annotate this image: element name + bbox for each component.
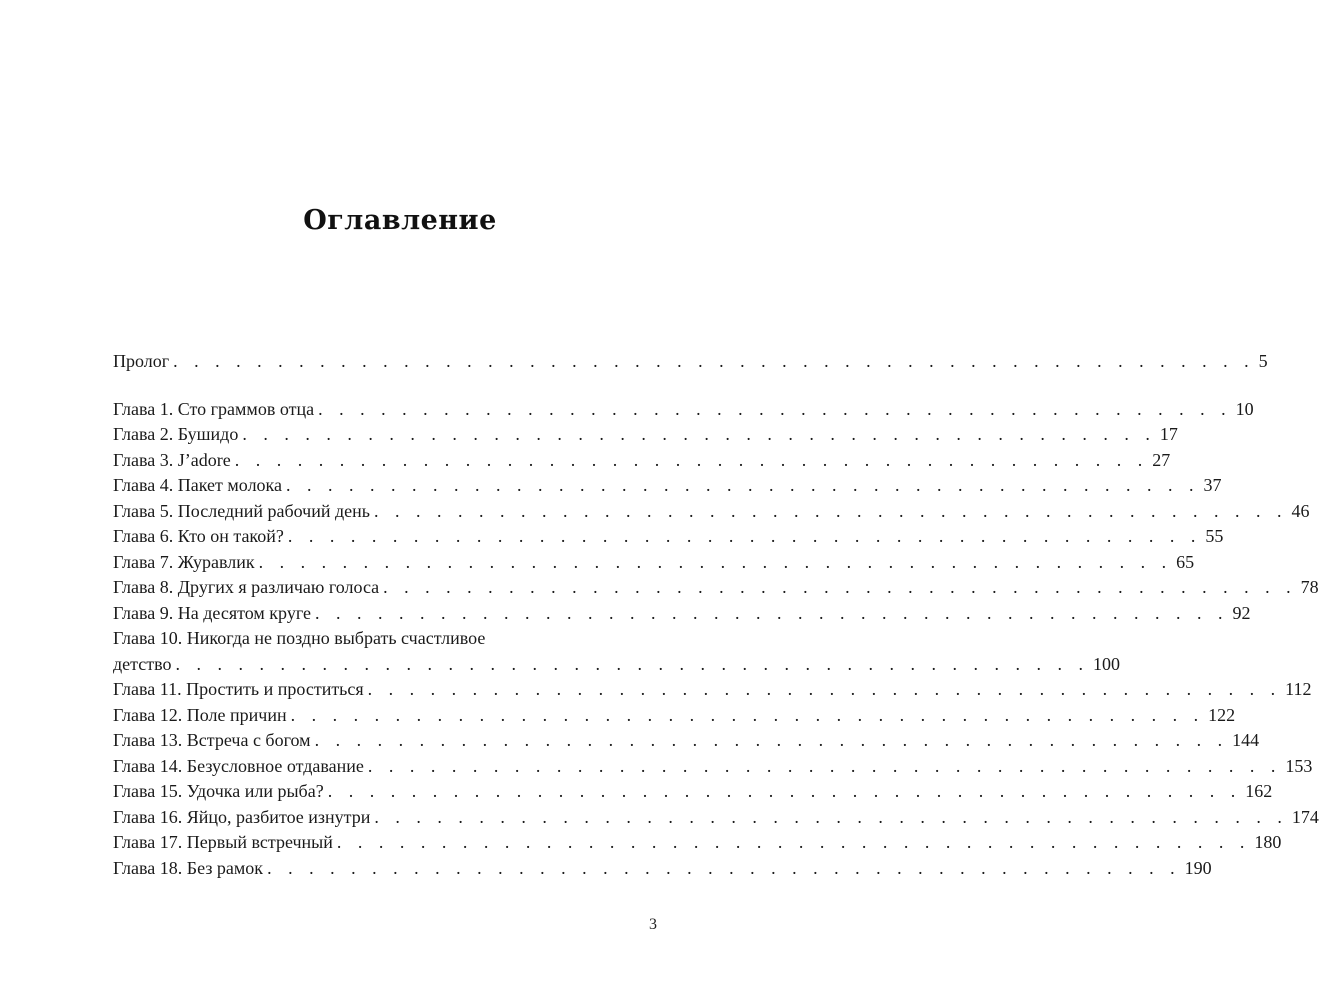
toc-leader-dots: . . . . . . . . . . . . . . . . . . . . . . . . . . . . . . . . . . . . . . . . . . . . [367, 679, 1282, 699]
toc-leader-dots: . . . . . . . . . . . . . . . . . . . . . . . . . . . . . . . . . . . . . . . . . . . . [242, 424, 1156, 444]
toc-entry-label: Глава 16. Яйцо, разбитое изнутри [113, 806, 371, 827]
toc-entry [113, 652, 1120, 678]
toc-entry [113, 499, 1310, 525]
toc-entry-page: 5 [1258, 351, 1268, 371]
toc-leader-dots: . . . . . . . . . . . . . . . . . . . . . . . . . . . . . . . . . . . . . . . . . . . . [374, 500, 1288, 521]
toc-leader-dots: . . . . . . . . . . . . . . . . . . . . . . . . . . . . . . . . . . . . . . . . . . . . [258, 551, 1173, 572]
toc-entry [113, 473, 1222, 499]
toc-entry [113, 830, 1282, 856]
toc-leader-dots: . . . . . . . . . . . . . . . . . . . . . . . . . . . . . . . . . . . . . . . . . . . . [234, 449, 1149, 470]
toc-entry-page: 78 [1300, 577, 1319, 597]
toc-entry-page: 92 [1232, 602, 1251, 623]
toc-entry-page: 190 [1184, 857, 1212, 878]
toc-leader-dots: . . . . . . . . . . . . . . . . . . . . . . . . . . . . . . . . . . . . . . . . . . . . [383, 577, 1297, 597]
toc-entry-label: Глава 18. Без рамок [113, 857, 264, 878]
toc-entry-page: 153 [1285, 755, 1313, 776]
toc-entry [113, 422, 1178, 448]
toc-entry-label: Глава 6. Кто он такой? [113, 526, 284, 546]
toc-entry-label: Глава 17. Первый встречный [113, 832, 333, 852]
toc-entry-label: Глава 13. Встреча с богом [113, 730, 311, 750]
toc-entry [113, 754, 1313, 780]
toc-entry-page: 17 [1159, 424, 1178, 444]
toc-entry-label: Глава 15. Удочка или рыба? [113, 781, 324, 801]
toc-entry-page: 144 [1232, 730, 1260, 750]
toc-entry-label: Пролог [113, 351, 170, 371]
toc-entry [113, 856, 1212, 882]
toc-entry [113, 397, 1254, 423]
toc-entry-label: Глава 12. Поле причин [113, 704, 287, 725]
toc-entry-page: 122 [1208, 704, 1236, 725]
toc-entry-label: Глава 9. На десятом круге [113, 602, 311, 623]
toc-leader-dots: . . . . . . . . . . . . . . . . . . . . . . . . . . . . . . . . . . . . . . . . . . . . . . . . . . . . [173, 351, 1255, 371]
toc-entry [113, 448, 1171, 474]
toc-leader-dots: . . . . . . . . . . . . . . . . . . . . . . . . . . . . . . . . . . . . . . . . . . . . [314, 730, 1229, 750]
toc-leader-dots: . . . . . . . . . . . . . . . . . . . . . . . . . . . . . . . . . . . . . . . . . . . . [286, 475, 1200, 495]
toc-entry-label: Глава 7. Журавлик [113, 551, 255, 572]
toc-entry-label: Глава 4. Пакет молока [113, 475, 283, 495]
toc-entry-label: Глава 11. Простить и проститься [113, 679, 364, 699]
toc-entry [113, 805, 1319, 831]
toc-leader-dots: . . . . . . . . . . . . . . . . . . . . . . . . . . . . . . . . . . . . . . . . . . . . [290, 704, 1205, 725]
toc-entry-page: 180 [1254, 832, 1282, 852]
toc-entry [113, 779, 1273, 805]
toc-leader-dots: . . . . . . . . . . . . . . . . . . . . . . . . . . . . . . . . . . . . . . . . . . . . [327, 781, 1242, 801]
toc-entry-label: Глава 8. Других я различаю голоса [113, 577, 380, 597]
toc-entry [113, 575, 1319, 601]
toc-leader-dots: . . . . . . . . . . . . . . . . . . . . . . . . . . . . . . . . . . . . . . . . . . . . [314, 602, 1229, 623]
toc-leader-dots: . . . . . . . . . . . . . . . . . . . . . . . . . . . . . . . . . . . . . . . . . . . . [318, 398, 1232, 419]
toc-entry-label: Глава 1. Сто граммов отца [113, 398, 315, 419]
toc-leader-dots: . . . . . . . . . . . . . . . . . . . . . . . . . . . . . . . . . . . . . . . . . . . . [336, 832, 1251, 852]
toc-entry [113, 703, 1236, 729]
toc-entry-label: Глава 5. Последний рабочий день [113, 500, 370, 521]
toc-entry-page: 46 [1291, 500, 1310, 521]
toc-entry-page: 100 [1092, 653, 1120, 674]
toc-entry-page: 27 [1152, 449, 1171, 470]
toc-entry-page: 10 [1235, 398, 1254, 419]
toc-entry-label: детство [113, 653, 172, 674]
toc-entry [113, 524, 1224, 550]
table-of-contents [113, 349, 1319, 881]
toc-entry-page: 55 [1205, 526, 1224, 546]
toc-entry-label: Глава 3. J’adore [113, 449, 231, 470]
toc-leader-dots: . . . . . . . . . . . . . . . . . . . . . . . . . . . . . . . . . . . . . . . . . . . . [367, 755, 1282, 776]
toc-entry [113, 601, 1251, 627]
toc-entry-label: Глава 14. Безусловное отдавание [113, 755, 364, 776]
toc-entry-page: 162 [1245, 781, 1273, 801]
toc-entry [113, 550, 1195, 576]
page-number: 3 [649, 916, 657, 933]
toc-entry [113, 728, 1260, 754]
toc-leader-dots: . . . . . . . . . . . . . . . . . . . . . . . . . . . . . . . . . . . . . . . . . . . . [267, 857, 1181, 878]
toc-leader-dots: . . . . . . . . . . . . . . . . . . . . . . . . . . . . . . . . . . . . . . . . . . . . [175, 653, 1089, 674]
page-title: Оглавление [303, 205, 497, 236]
toc-entry-page: 37 [1203, 475, 1222, 495]
toc-leader-dots: . . . . . . . . . . . . . . . . . . . . . . . . . . . . . . . . . . . . . . . . . . . . [287, 526, 1202, 546]
toc-entry-prologue [113, 349, 1268, 375]
toc-entry-first-line: Глава 10. Никогда не поздно выбрать счастливое [113, 628, 486, 648]
toc-entry-label: Глава 2. Бушидо [113, 424, 239, 444]
toc-entry-page: 65 [1176, 551, 1195, 572]
toc-entry [113, 677, 1312, 703]
toc-entry-page: 112 [1285, 679, 1312, 699]
toc-leader-dots: . . . . . . . . . . . . . . . . . . . . . . . . . . . . . . . . . . . . . . . . . . . . [374, 806, 1288, 827]
toc-entry-page: 174 [1291, 806, 1319, 827]
